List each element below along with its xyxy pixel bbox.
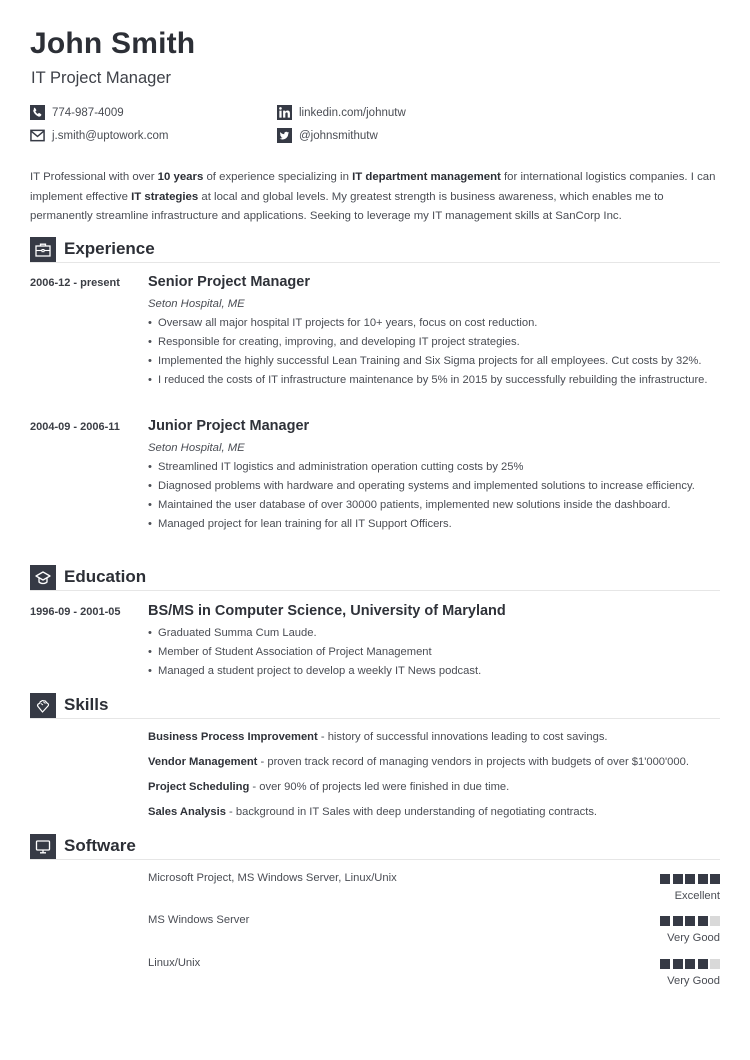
bullet-item: • Member of Student Association of Project Management <box>148 643 728 662</box>
rating-square-empty <box>710 959 720 969</box>
rating-square-filled <box>685 916 695 926</box>
rating-square-filled <box>673 874 683 884</box>
phone-icon <box>30 105 45 120</box>
skill-item <box>148 806 718 818</box>
section-header-software <box>30 834 720 860</box>
bullet-item: • Implemented the highly successful Lean Training and Six Sigma projects for all employees. Cut costs by 32%. <box>148 352 728 371</box>
entry-title: Junior Project Manager <box>148 418 310 434</box>
software-name: Microsoft Project, MS Windows Server, Linux/Unix <box>148 872 397 884</box>
bullet-item: • Oversaw all major hospital IT projects for 10+ years, focus on cost reduction. <box>148 314 728 333</box>
rating-square-filled <box>710 874 720 884</box>
bullet-item: • I reduced the costs of IT infrastructure maintenance by 5% in 2015 by successfully rebuilding the infrastructure. <box>148 371 728 390</box>
bullet-item: • Managed a student project to develop a weekly IT News podcast. <box>148 662 728 681</box>
twitter-icon <box>277 128 292 143</box>
entry-organization: Seton Hospital, ME <box>148 298 245 310</box>
bullet-item: • Maintained the user database of over 30000 patients, implemented new solutions inside the dashboard. <box>148 496 728 515</box>
section-header-education <box>30 565 720 591</box>
rating-square-filled <box>673 916 683 926</box>
summary-text: IT Professional with over <box>30 171 158 183</box>
skill-name: Project Scheduling <box>148 781 250 793</box>
bullet-item: • Diagnosed problems with hardware and operating systems and implemented solutions to increase efficiency. <box>148 477 728 496</box>
section-title: Education <box>64 567 147 586</box>
rating-square-filled <box>660 916 670 926</box>
summary-text: for international logistics companies. I can implement effective <box>30 171 716 203</box>
graduation-cap-icon <box>30 565 56 590</box>
summary-bold: 10 years <box>157 171 204 183</box>
summary-text: of experience specializing in <box>203 171 353 183</box>
rating-square-filled <box>698 959 708 969</box>
profile-summary <box>30 168 720 227</box>
summary-text: at local and global levels. My greatest strength is business awareness, which enables me to permanently streamline infrastructure and applications. Seeking to leverage my IT management skills at SanCorp Inc. <box>30 190 664 223</box>
skill-name: Vendor Management <box>148 756 258 768</box>
skill-item <box>148 731 718 743</box>
rating-square-filled <box>685 874 695 884</box>
section-header-skills <box>30 693 720 719</box>
contact-linkedin <box>277 105 406 120</box>
entry-date: 2006-12 - present <box>30 277 120 289</box>
bullet-item: • Responsible for creating, improving, and developing IT project strategies. <box>148 333 728 352</box>
section-header-experience <box>30 237 720 263</box>
puzzle-hand-icon <box>30 693 56 718</box>
entry-title: Senior Project Manager <box>148 274 310 290</box>
rating-square-filled <box>685 959 695 969</box>
entry-title: BS/MS in Computer Science, University of Maryland <box>148 603 506 619</box>
skill-name: Sales Analysis <box>148 806 226 818</box>
candidate-title: IT Project Manager <box>31 69 172 87</box>
rating-square-filled <box>673 959 683 969</box>
entry-date: 1996-09 - 2001-05 <box>30 606 121 618</box>
rating-bar <box>660 916 720 926</box>
software-item <box>148 872 720 912</box>
linkedin-icon <box>277 105 292 120</box>
entry-bullets <box>148 624 728 681</box>
bullet-item: • Managed project for lean training for all IT Support Officers. <box>148 515 728 534</box>
envelope-icon <box>30 128 45 143</box>
email-text[interactable]: j.smith@uptowork.com <box>52 129 169 142</box>
summary-bold: IT department management <box>352 171 501 183</box>
bullet-item: • Graduated Summa Cum Laude. <box>148 624 728 643</box>
skill-description: - over 90% of projects led were finished in due time. <box>249 781 510 793</box>
skill-description: - history of successful innovations leading to cost savings. <box>317 731 608 743</box>
rating-label: Excellent <box>674 890 720 902</box>
skill-description: - background in IT Sales with deep understanding of negotiating contracts. <box>225 806 598 818</box>
phone-text[interactable]: 774-987-4009 <box>52 106 124 119</box>
section-title: Software <box>64 836 136 855</box>
summary-bold: IT strategies <box>131 190 199 203</box>
skill-name: Business Process Improvement <box>148 731 318 743</box>
monitor-icon <box>30 834 56 859</box>
entry-bullets <box>148 314 728 390</box>
contact-twitter <box>277 128 378 143</box>
skill-item <box>148 756 718 768</box>
contact-email <box>30 128 168 143</box>
section-title: Experience <box>64 239 155 258</box>
rating-square-filled <box>698 874 708 884</box>
skill-description: - proven track record of managing vendors in projects with budgets of over $1'000'000. <box>257 756 689 768</box>
software-item <box>148 957 720 997</box>
rating-bar <box>660 959 720 969</box>
rating-label: Very Good <box>667 975 720 987</box>
software-item <box>148 914 720 954</box>
rating-square-filled <box>660 959 670 969</box>
rating-square-empty <box>710 916 720 926</box>
bullet-item: • Streamlined IT logistics and administration operation cutting costs by 25% <box>148 458 728 477</box>
entry-date: 2004-09 - 2006-11 <box>30 421 120 433</box>
entry-organization: Seton Hospital, ME <box>148 442 245 454</box>
entry-bullets <box>148 458 728 534</box>
section-title: Skills <box>64 695 109 714</box>
twitter-text[interactable]: @johnsmithutw <box>299 129 378 142</box>
candidate-name: John Smith <box>30 27 196 60</box>
software-name: MS Windows Server <box>148 914 250 926</box>
rating-square-filled <box>660 874 670 884</box>
briefcase-icon <box>30 237 56 262</box>
rating-label: Very Good <box>667 932 720 944</box>
contact-phone <box>30 105 124 120</box>
rating-square-filled <box>698 916 708 926</box>
linkedin-text[interactable]: linkedin.com/johnutw <box>299 106 406 119</box>
rating-bar <box>660 874 720 884</box>
skill-item <box>148 781 718 793</box>
software-name: Linux/Unix <box>148 957 201 969</box>
